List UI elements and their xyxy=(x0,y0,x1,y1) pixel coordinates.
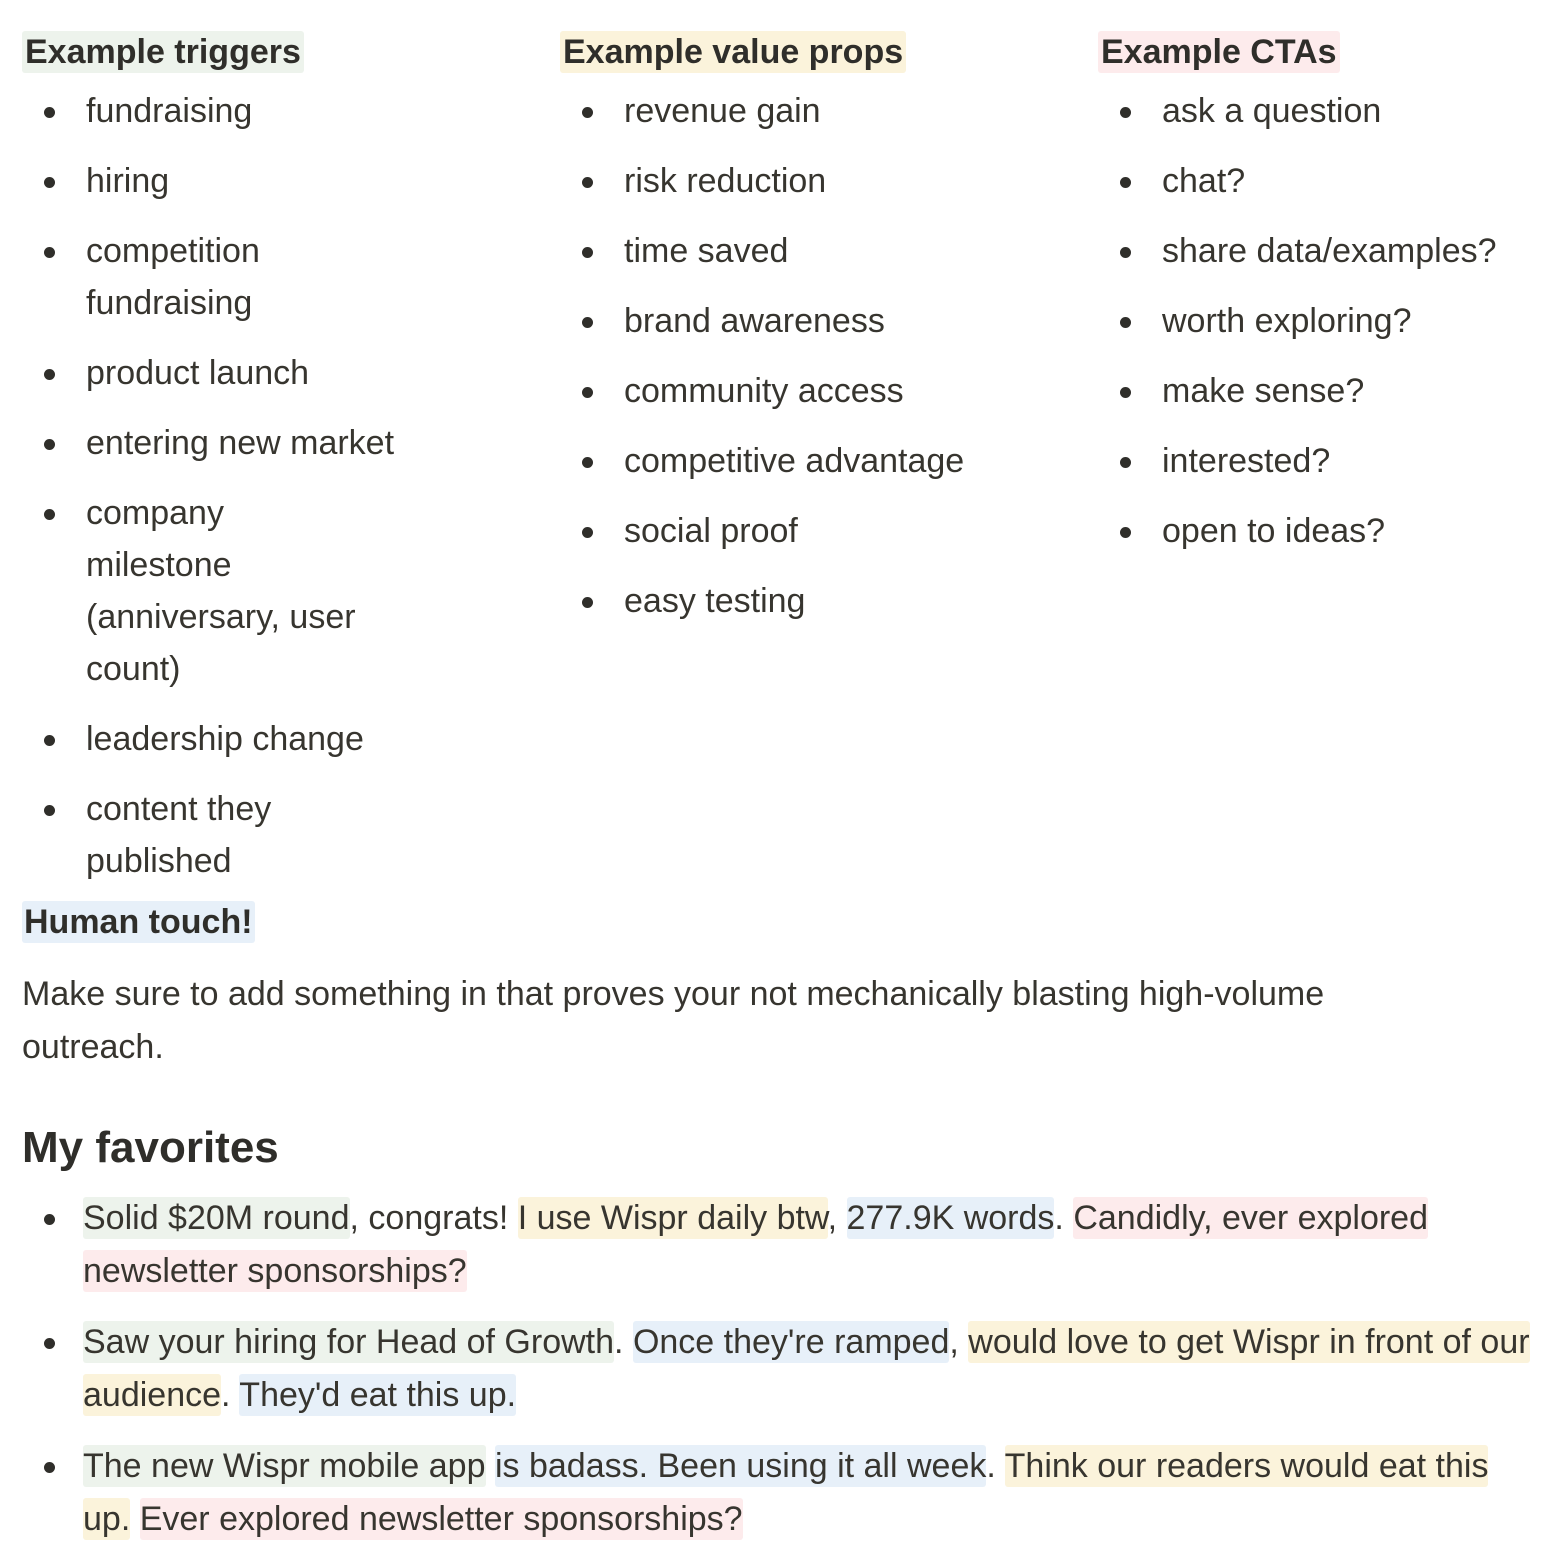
favorites-section xyxy=(22,1118,1532,1556)
list-item: chat? xyxy=(1098,155,1538,207)
trigger-segment: Saw your hiring for Head of Growth xyxy=(83,1323,615,1361)
connector-text: . xyxy=(986,1447,1005,1485)
value-segment: I use Wispr daily btw xyxy=(517,1199,828,1237)
list-item: make sense? xyxy=(1098,365,1538,417)
list-item: competitive advantage xyxy=(560,435,1020,487)
cta-segment: Candidly, ever explored newsletter sponsorships? xyxy=(83,1199,1429,1290)
connector-text xyxy=(130,1500,139,1538)
ctas-heading: Example CTAs xyxy=(1098,31,1340,73)
connector-text: . xyxy=(221,1376,240,1414)
list-item: share data/examples? xyxy=(1098,225,1538,277)
list-item: worth exploring? xyxy=(1098,295,1538,347)
connector-text: . xyxy=(614,1323,633,1361)
connector-text xyxy=(486,1447,495,1485)
favorite-item xyxy=(22,1316,1532,1422)
list-item: ask a question xyxy=(1098,85,1538,137)
ctas-list xyxy=(1098,85,1538,557)
trigger-segment: The new Wispr mobile app xyxy=(83,1447,486,1485)
list-item: community access xyxy=(560,365,1020,417)
list-item: competition fundraising xyxy=(22,225,296,329)
favorites-title: My favorites xyxy=(22,1123,279,1172)
human-touch-text: Make sure to add something in that proves your not mechanically blasting high-volume outreach. xyxy=(22,975,1325,1066)
list-item: content they published xyxy=(22,783,296,887)
connector-text: , xyxy=(949,1323,969,1361)
human-segment: 277.9K words xyxy=(846,1199,1055,1237)
triggers-list xyxy=(22,85,442,887)
column-value-props xyxy=(560,26,1020,645)
list-item: social proof xyxy=(560,505,1020,557)
connector-text: , xyxy=(827,1199,847,1237)
column-triggers xyxy=(22,26,442,905)
list-item: open to ideas? xyxy=(1098,505,1538,557)
value-segment: Think our readers would eat this up. xyxy=(83,1447,1489,1538)
list-item: fundraising xyxy=(22,85,442,137)
list-item: product launch xyxy=(22,347,442,399)
list-item: brand awareness xyxy=(560,295,1020,347)
list-item: risk reduction xyxy=(560,155,1020,207)
list-item: interested? xyxy=(1098,435,1538,487)
list-item: company milestone (anniversary, user count) xyxy=(22,487,376,695)
list-item: hiring xyxy=(22,155,442,207)
connector-text: , congrats! xyxy=(349,1199,518,1237)
value-props-heading: Example value props xyxy=(560,31,906,73)
value-props-list xyxy=(560,85,1020,627)
cta-segment: Ever explored newsletter sponsorships? xyxy=(139,1500,743,1538)
favorites-list xyxy=(22,1192,1532,1546)
value-segment: would love to get Wispr in front of our audience xyxy=(83,1323,1530,1414)
trigger-segment: Solid $20M round xyxy=(83,1199,350,1237)
favorite-item xyxy=(22,1440,1532,1546)
favorite-item xyxy=(22,1192,1532,1298)
human-touch-heading: Human touch! xyxy=(24,903,253,941)
list-item: easy testing xyxy=(560,575,1020,627)
human-touch-section xyxy=(22,896,1522,1074)
list-item: revenue gain xyxy=(560,85,1020,137)
list-item: leadership change xyxy=(22,713,442,765)
connector-text: . xyxy=(1054,1199,1074,1237)
triggers-heading: Example triggers xyxy=(22,31,304,73)
list-item: time saved xyxy=(560,225,1020,277)
column-ctas xyxy=(1098,26,1538,575)
human-segment: Once they're ramped xyxy=(632,1323,950,1361)
human-segment: is badass. Been using it all week xyxy=(494,1447,987,1485)
list-item: entering new market xyxy=(22,417,442,469)
human-segment: They'd eat this up. xyxy=(239,1376,517,1414)
